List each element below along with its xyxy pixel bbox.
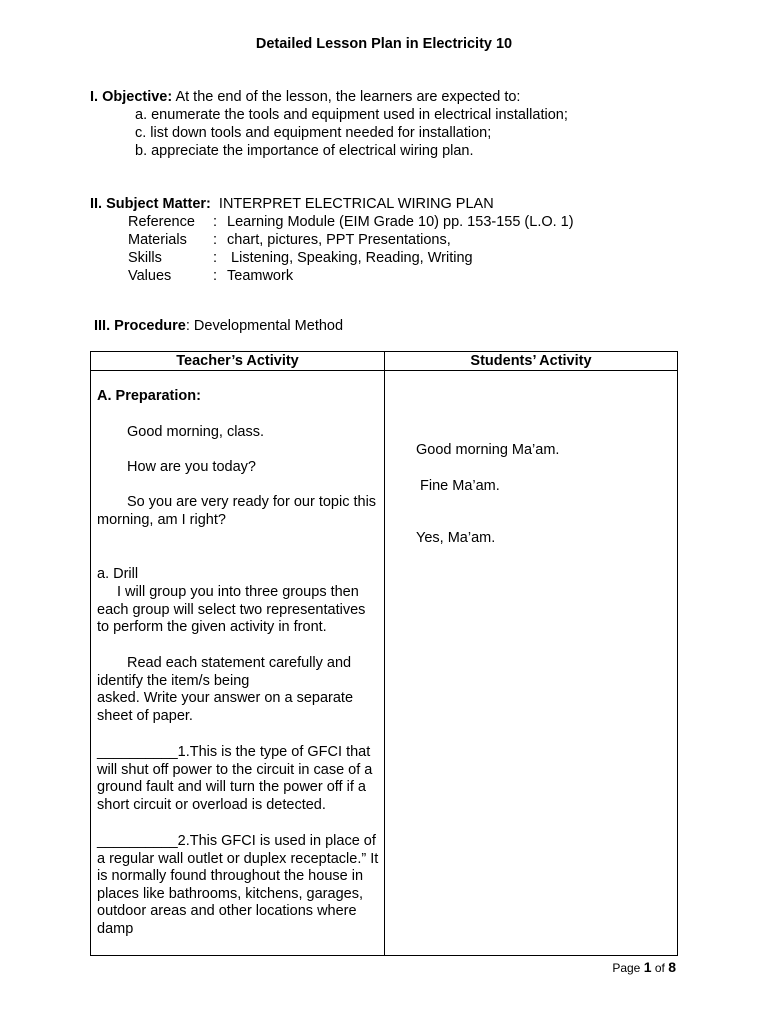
teacher-question: How are you today? (127, 459, 256, 475)
subject-row-colon: : (213, 214, 218, 230)
drill-question-2: __________2.This GFCI is used in place of a regular wall outlet or duplex receptacle.” It is normally found throughout the house in places like bathrooms, kitchens, garages, outdoor areas and other locations where damp (97, 833, 379, 937)
subject-row-value: Learning Module (EIM Grade 10) pp. 153-155 (L.O. 1) (227, 214, 574, 230)
teacher-greeting: Good morning, class. (127, 424, 265, 440)
table-header-students: Students’ Activity (470, 353, 592, 369)
subject-row-value: Teamwork (227, 268, 294, 284)
page-number: 1 (643, 959, 652, 975)
student-response: Yes, Ma’am. (416, 530, 496, 546)
drill-text: I will group you into three groups then each group will select two representatives to perform the given activity in front. (97, 584, 366, 636)
procedure-label: III. Procedure (94, 318, 186, 334)
table-header-teacher: Teacher’s Activity (176, 353, 299, 369)
subject-row-colon: : (213, 232, 218, 248)
objective-item: c. list down tools and equipment needed for installation; (135, 125, 492, 141)
procedure-method: : Developmental Method (185, 318, 344, 334)
preparation-heading: A. Preparation: (97, 388, 201, 404)
of-word: of (654, 961, 665, 975)
subject-row-label: Reference (128, 214, 195, 230)
table-header-divider (90, 370, 678, 371)
page-word: Page (612, 961, 641, 975)
drill-label: a. Drill (97, 566, 139, 582)
drill-question-1: __________1.This is the type of GFCI that will shut off power to the circuit in case of a ground fault and will turn the power off if a short circuit or overload is detected. (97, 744, 373, 813)
procedure-line (94, 318, 343, 334)
objective-item: b. appreciate the importance of electrical wiring plan. (135, 143, 474, 159)
table-column-divider (384, 351, 385, 956)
objective-item: a. enumerate the tools and equipment used in electrical installation; (135, 107, 568, 123)
drill-instruction-1: Read each statement carefully and identify the item/s being (97, 655, 352, 689)
student-response: Fine Ma’am. (420, 478, 500, 494)
page-total: 8 (668, 959, 676, 975)
drill-instruction-2: asked. Write your answer on a separate sheet of paper. (97, 690, 354, 724)
subject-matter-topic: INTERPRET ELECTRICAL WIRING PLAN (218, 196, 494, 212)
subject-row-label: Values (128, 268, 172, 284)
objective-intro: At the end of the lesson, the learners are expected to: (175, 89, 521, 105)
subject-row-label: Skills (128, 250, 162, 266)
subject-row-value: Listening, Speaking, Reading, Writing (227, 250, 473, 266)
objective-label: I. Objective: (90, 89, 173, 105)
subject-row-value: chart, pictures, PPT Presentations, (227, 232, 451, 248)
subject-matter-label: II. Subject Matter: (90, 196, 211, 212)
document-title: Detailed Lesson Plan in Electricity 10 (255, 36, 513, 52)
subject-matter-line (90, 196, 494, 212)
page-footer (612, 959, 676, 975)
subject-row-label: Materials (128, 232, 187, 248)
teacher-ready: So you are very ready for our topic this morning, am I right? (97, 494, 377, 528)
subject-row-colon: : (213, 250, 218, 266)
subject-row-colon: : (213, 268, 218, 284)
objective-line (90, 89, 520, 105)
student-response: Good morning Ma’am. (416, 442, 560, 458)
